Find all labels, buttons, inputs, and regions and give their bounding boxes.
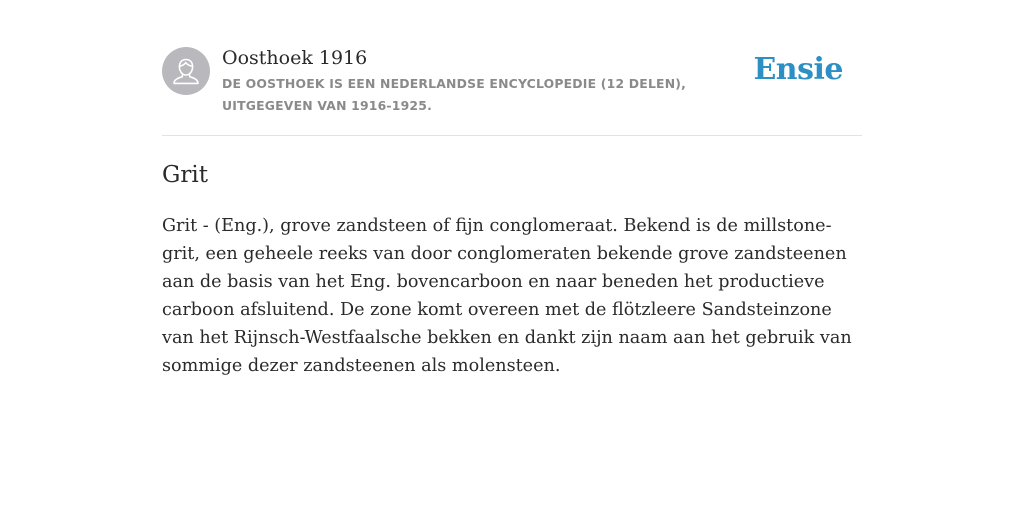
avatar[interactable] bbox=[162, 47, 210, 95]
source-title[interactable]: Oosthoek 1916 bbox=[222, 47, 368, 69]
source-header bbox=[162, 46, 862, 136]
article-body: Grit - (Eng.), grove zandsteen of fijn conglomeraat. Bekend is de millstone-grit, een geheele reeks van door conglomeraten bekende grove zandsteenen aan de basis van het Eng. bovencarboon en naar beneden het productieve carboon afsluitend. De zone komt overeen met de flötzleere Sandsteinzone van het Rijnsch-Westfaalsche bekken en dankt zijn naam aan het gebruik van sommige dezer zandsteenen als molensteen. bbox=[162, 216, 852, 376]
source-description: DE OOSTHOEK IS EEN NEDERLANDSE ENCYCLOPEDIE (12 DELEN), UITGEGEVEN VAN 1916-1925. bbox=[222, 76, 687, 113]
article-title: Grit bbox=[162, 162, 208, 188]
user-silhouette-icon bbox=[162, 47, 210, 95]
brand-logo[interactable]: Ensie bbox=[753, 52, 843, 87]
page-content bbox=[162, 46, 862, 380]
